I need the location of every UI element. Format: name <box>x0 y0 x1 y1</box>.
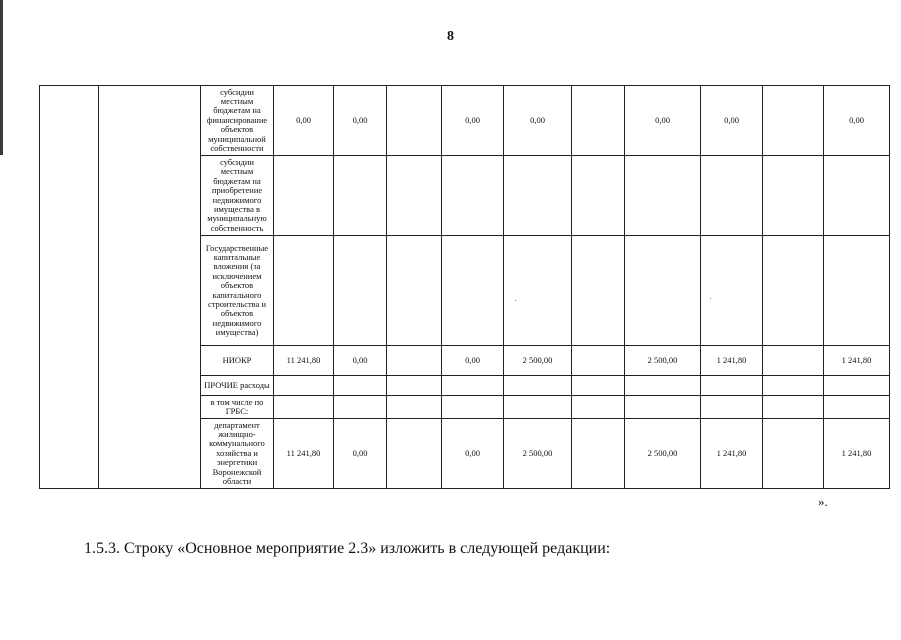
value-cell <box>701 156 763 236</box>
value-cell <box>625 396 701 419</box>
value-cell <box>824 396 890 419</box>
value-cell <box>442 376 504 396</box>
value-cell: 11 241,80 <box>274 346 334 376</box>
value-cell <box>701 376 763 396</box>
value-cell: 11 241,80 <box>274 419 334 489</box>
category-cell: в том числе по ГРБС: <box>201 396 274 419</box>
value-cell <box>274 156 334 236</box>
value-cell: 0,00 <box>504 86 572 156</box>
value-cell: 1 241,80 <box>701 346 763 376</box>
value-cell <box>387 419 442 489</box>
value-cell <box>387 376 442 396</box>
value-cell <box>442 396 504 419</box>
value-cell <box>387 396 442 419</box>
value-cell: 1 241,80 <box>824 419 890 489</box>
value-cell <box>763 346 824 376</box>
value-cell <box>701 396 763 419</box>
value-cell <box>824 236 890 346</box>
scan-speck <box>515 300 516 301</box>
value-cell <box>763 86 824 156</box>
category-cell: НИОКР <box>201 346 274 376</box>
value-cell <box>504 396 572 419</box>
value-cell <box>334 156 387 236</box>
table-row <box>40 86 890 156</box>
value-cell <box>334 396 387 419</box>
value-cell <box>572 396 625 419</box>
value-cell <box>763 156 824 236</box>
value-cell <box>442 236 504 346</box>
value-cell <box>824 156 890 236</box>
value-cell <box>387 236 442 346</box>
value-cell: 0,00 <box>442 419 504 489</box>
value-cell <box>572 419 625 489</box>
value-cell: 0,00 <box>824 86 890 156</box>
category-cell: субсидии местным бюджетам на приобретение недвижимого имущества в муниципальную собственность <box>201 156 274 236</box>
value-cell <box>387 156 442 236</box>
value-cell <box>572 86 625 156</box>
value-cell <box>572 236 625 346</box>
value-cell <box>763 396 824 419</box>
value-cell <box>701 236 763 346</box>
category-cell: ПРОЧИЕ расходы <box>201 376 274 396</box>
empty-cell <box>99 86 201 489</box>
value-cell <box>504 376 572 396</box>
value-cell: 2 500,00 <box>504 419 572 489</box>
value-cell <box>387 346 442 376</box>
value-cell <box>504 236 572 346</box>
page-number: 8 <box>447 29 454 44</box>
amendment-paragraph: 1.5.3. Строку «Основное мероприятие 2.3» изложить в следующей редакции: <box>84 540 611 557</box>
category-cell: субсидии местным бюджетам на финансирование объектов муниципальной собственности <box>201 86 274 156</box>
value-cell <box>763 376 824 396</box>
empty-cell <box>40 86 99 489</box>
value-cell <box>504 156 572 236</box>
value-cell <box>763 419 824 489</box>
value-cell <box>625 376 701 396</box>
value-cell: 0,00 <box>442 346 504 376</box>
value-cell: 0,00 <box>274 86 334 156</box>
scan-speck <box>710 298 711 299</box>
value-cell: 2 500,00 <box>625 346 701 376</box>
value-cell <box>625 236 701 346</box>
value-cell <box>763 236 824 346</box>
closing-quote-mark: ». <box>818 494 828 509</box>
value-cell: 0,00 <box>334 346 387 376</box>
category-cell: Государственные капитальные вложения (за исключением объектов капитального строительства и объектов недвижимого имущества) <box>201 236 274 346</box>
value-cell <box>334 376 387 396</box>
value-cell <box>274 236 334 346</box>
value-cell: 0,00 <box>334 419 387 489</box>
value-cell: 0,00 <box>334 86 387 156</box>
budget-table <box>39 85 890 489</box>
value-cell: 0,00 <box>625 86 701 156</box>
category-cell: департамент жилищно-коммунального хозяйства и энергетики Воронежской области <box>201 419 274 489</box>
value-cell <box>274 396 334 419</box>
value-cell <box>442 156 504 236</box>
value-cell <box>572 156 625 236</box>
value-cell <box>824 376 890 396</box>
value-cell <box>625 156 701 236</box>
value-cell <box>334 236 387 346</box>
value-cell: 1 241,80 <box>824 346 890 376</box>
value-cell: 1 241,80 <box>701 419 763 489</box>
value-cell <box>387 86 442 156</box>
scan-edge-mark <box>0 0 3 155</box>
value-cell: 0,00 <box>701 86 763 156</box>
value-cell <box>572 376 625 396</box>
value-cell <box>274 376 334 396</box>
value-cell: 2 500,00 <box>625 419 701 489</box>
value-cell <box>572 346 625 376</box>
value-cell: 0,00 <box>442 86 504 156</box>
value-cell: 2 500,00 <box>504 346 572 376</box>
